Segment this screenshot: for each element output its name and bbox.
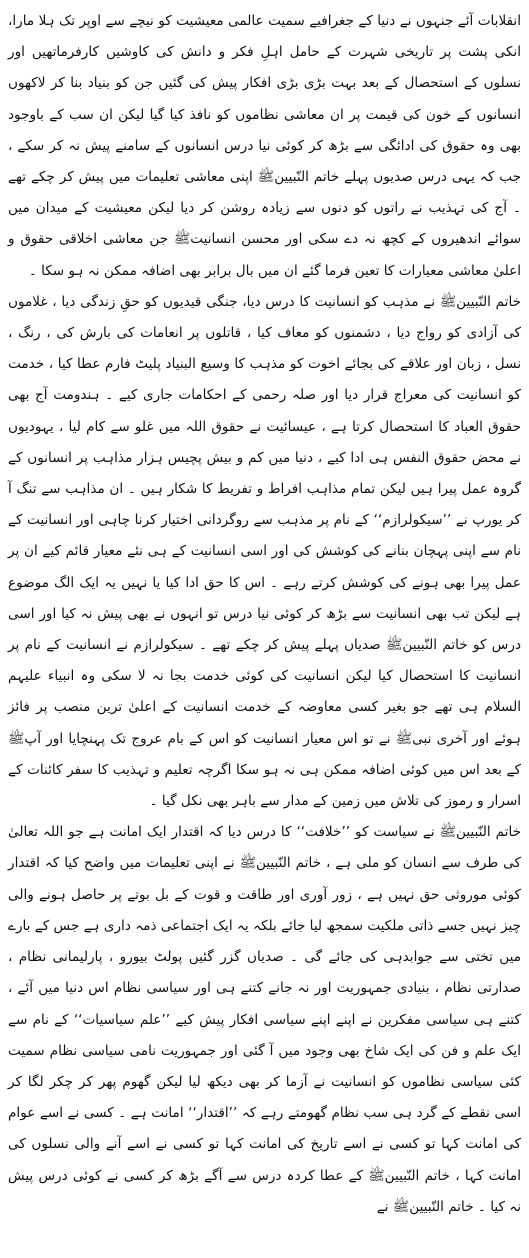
paragraph-politics-teachings: خاتم النّبیینﷺ نے سیاست کو ’’خلافت‘‘ کا درس دیا کہ اقتدار ایک امانت ہے جو اللہ تعالیٰ کی طرف سے انسان کو ملی ہے ، خاتم النّبیینﷺ نے اپنی تعلیمات میں واضح کیا کہ اقتدار کوئی موروثی حق نہیں ہے ، زور آوری اور طاقت و قوت کے بل بوتے پر حاصل ہونے والی چیز نہیں جسے ذاتی ملکیت سمجھ لیا جائے بلکہ یہ ایک اجتماعی ذمہ داری ہے جس کے بارے میں تختی سے جوابدہی کی جائے گی ۔ صدیاں گزر گئیں پولٹ بیورو ، پارلیمانی نظام ، صدارتی نظام ، بنیادی جمہوریت اور نہ جانے کتنے ہی اور سیاسی نظام اس دنیا میں آئے ، کتنے ہی سیاسی مفکرین نے اپنے اپنے سیاسی افکار پیش کیے ’’علم سیاسیات‘‘ کے نام سے ایک علم و فن کی ایک شاخ بھی وجود میں آ گئی اور جمہوریت نامی سیاسی نظام سمیت کئی سیاسی نظاموں کو انسانیت نے آزما کر بھی دیکھ لیا لیکن گھوم پھر کر چکر لگا کر اسی نقطے کے گرد ہی سب نظام گھومتے رہے کہ ’’اقتدار‘‘ امانت ہے ۔ کسی نے اسے عوام کی امانت کہا تو کسی نے اسے تاریخ کی امانت کہا تو کسی نے اسے آنے والی نسلوں کی امانت کہا ، خاتم النّبیینﷺ کے عطا کردہ درس سے آگے بڑھ کر کسی نے کوئی درس پیش نہ کیا ۔ خاتم النّبیینﷺ نے	[8, 824, 521, 1215]
paragraph-humanity-teachings: خاتم النّبیینﷺ نے مذہب کو انسانیت کا درس دیا، جنگی قیدیوں کو حقِ زندگی دیا ، غلاموں کی آزادی کو رواج دیا ، دشمنوں کو معاف کیا ، قاتلوں پر انعامات کی بارش کی ، رنگ ، نسل ، زبان اور علاقے کی بجائے اخوت کو مذہب کا وسیع البنیاد پلیٹ فارم عطا کیا ، خدمت کو انسانیت کی معراج قرار دیا اور صلہ رحمی کے احکامات جاری کیے ۔ ہندومت آج بھی حقوق العباد کا استحصال کرتا ہے ، عیسائیت نے حقوق اللہ میں غلو سے کام لیا ، یہودیوں نے محض حقوق النفس ہی ادا کیے ، دنیا میں کم و بیش پچیس ہزار مذاہب پر انسانوں کے گروہ عمل پیرا ہیں لیکن تمام مذاہب افراط و تفریط کا شکار ہیں ۔ ان مذاہب سے تنگ آ کر یورپ نے ’’سیکولرازم‘‘ کے نام پر مذہب سے روگردانی اختیار کرنا چاہی اور انسانیت کے نام سے اپنی پہچان بنانے کی کوشش کی اور اسی انسانیت کے ہی نئے معیار قائم کیے ان پر عمل پیرا بھی ہونے کی کوشش کرتے رہے ۔ اس کا حق ادا کیا یا نہیں یہ ایک الگ موضوع ہے لیکن تب بھی انسانیت سے بڑھ کر کوئی نیا درس تو انہوں نے بھی پیش نہ کیا اور اسی درس کو خاتم النّبیینﷺ صدیاں پہلے پیش کر چکے تھے ۔ سیکولرازم نے انسانیت کے نام پر انسانیت کا استحصال کیا لیکن انسانیت کی کوئی خدمت بجا نہ لا سکی وہ انبیاء علیہم السلام ہی تھے جو بغیر کسی معاوضہ کے خدمت انسانیت کے اعلیٰ ترین منصب پر فائز ہوئے اور آخری نبیﷺ نے تو اس معیار انسانیت کو اس کے بام عروج تک پہنچایا اور آپﷺ کے بعد اس میں کوئی اضافہ ممکن ہی نہ ہو سکا اگرچہ تعلیم و تہذیب کا سفر کائنات کے اسرار و رموز کی تلاش میں زمین کے مدار سے باہر بھی نکل گیا ۔	[8, 293, 521, 810]
paragraph-economic-teachings: انقلابات آئے جنہوں نے دنیا کے جغرافیے سمیت عالمی معیشیت کو نیچے سے اوپر تک ہلا مارا، انکی پشت پر تاریخی شہرت کے حامل اہلِ فکر و دانش کی کاوشیں کارفرماتھیں اور نسلوں کے استحصال کے بعد بہت بڑی بڑی افکار پیش کی گئیں جن کو بنیاد بنا کر لاکھوں انسانوں کے خون کی قیمت پر ان معاشی نظاموں کو نافذ کیا گیا لیکن ان سب کے باوجود بھی وہ حقوق کی ادائگی سے بڑھ کر کوئی نیا درس انسانوں کے سامنے پیش نہ کر سکے ، جب کہ یہی درس صدیوں پہلے خاتم النّبیینﷺ اپنی معاشی تعلیمات میں پیش کر چکے تھے ۔ آج کی تہذیب نے راتوں کو دنوں سے زیادہ روشن کر دیا لیکن معیشیت کے میدان میں سوائے اندھیروں کے کچھ نہ دے سکی اور محسن انسانیتﷺ جن معاشی اخلاقی حقوق و اعلیٰ معاشی معیارات کا تعین فرما گئے ان میں بال برابر بھی اضافہ ممکن نہ ہو سکا ۔	[8, 13, 521, 279]
